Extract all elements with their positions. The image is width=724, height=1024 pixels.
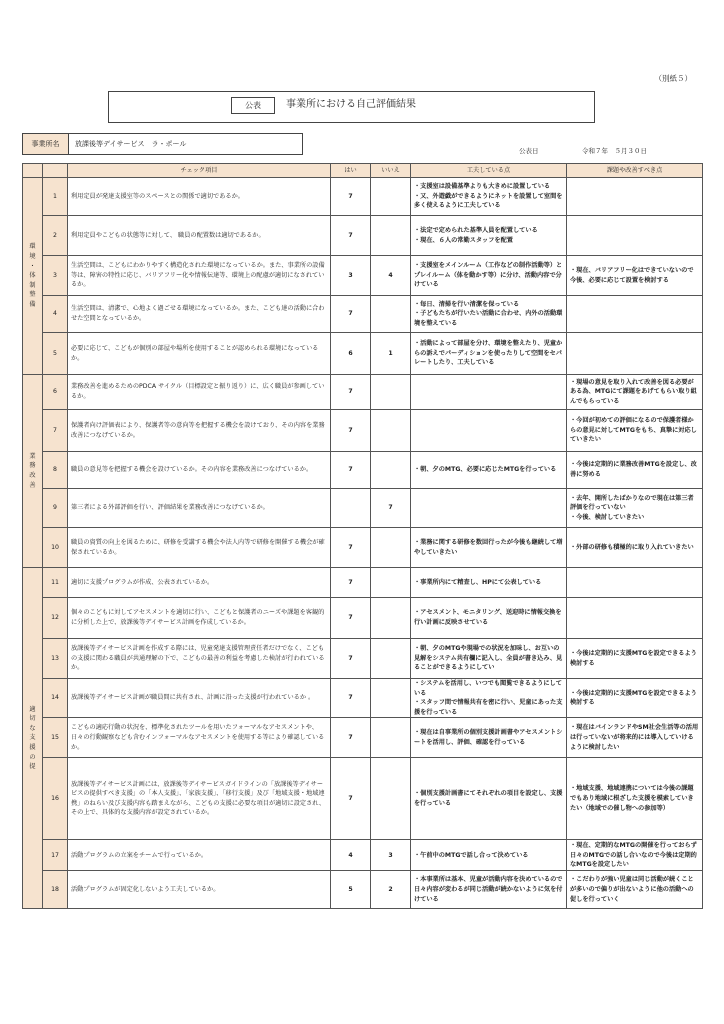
table-row xyxy=(23,178,703,216)
row-number: 8 xyxy=(43,452,68,489)
issue-cell: ・今後は定期的に業務改善MTGを設定し、改善に努める xyxy=(567,452,703,489)
no-count xyxy=(371,216,411,256)
no-count xyxy=(371,718,411,758)
title-box xyxy=(108,91,595,123)
issue-cell: ・こだわりが強い児童は同じ活動が続くことが多いので偏りが出ないように他の活動への促しを行っていく xyxy=(567,871,703,909)
header-issue: 課題や改善すべき点 xyxy=(567,164,703,178)
effort-cell xyxy=(411,410,567,452)
table-row xyxy=(23,568,703,598)
yes-count: 7 xyxy=(331,598,371,639)
no-count: 2 xyxy=(371,871,411,909)
yes-count: 7 xyxy=(331,758,371,840)
header-check: チェック項目 xyxy=(68,164,331,178)
check-item: 職員の意見等を把握する機会を設けているか。その内容を業務改善につなげているか。 xyxy=(68,452,331,489)
issue-cell xyxy=(567,568,703,598)
effort-cell xyxy=(411,375,567,410)
issue-cell: ・今後は定期的に支援MTGを設定できるよう検討する xyxy=(567,679,703,718)
no-count: 4 xyxy=(371,256,411,296)
yes-count xyxy=(331,489,371,528)
table-row xyxy=(23,871,703,909)
category-char: 適 xyxy=(29,705,36,713)
yes-count: 5 xyxy=(331,871,371,909)
check-item: 利用定員が発達支援室等のスペースとの関係で適切であるか。 xyxy=(68,178,331,216)
table-row xyxy=(23,758,703,840)
table-row xyxy=(23,679,703,718)
check-item: 保護者向け評価表により、保護者等の意向等を把握する機会を設けており、その内容を業務改善につなげているか。 xyxy=(68,410,331,452)
yes-count: 7 xyxy=(331,679,371,718)
table-row xyxy=(23,256,703,296)
issue-cell: ・今後は定期的に支援MTGを設定できるよう検討する xyxy=(567,639,703,679)
yes-count: 3 xyxy=(331,256,371,296)
yes-count: 7 xyxy=(331,216,371,256)
yes-count: 7 xyxy=(331,296,371,333)
business-label: 事業所名 xyxy=(23,134,69,154)
row-number: 18 xyxy=(43,871,68,909)
effort-cell: ・活動によって部屋を分け、環境を整えたり、児童からの訴えでパーディションを使ったりして空間をセパレートしたり、工夫している xyxy=(411,333,567,375)
issue-cell: ・現場の意見を取り入れて改善を図る必要がある為、MTGにて課題をあげてもらい取り組んでもらっている xyxy=(567,375,703,410)
yes-count: 7 xyxy=(331,410,371,452)
check-item: 放課後等デイサービス計画を作成する際には、児童発達支援管理責任者だけでなく、こどもの支援に関わる職員が共通理解の下で、こどもの最善の利益を考慮した検討が行われているか。 xyxy=(68,639,331,679)
issue-cell xyxy=(567,216,703,256)
issue-cell xyxy=(567,296,703,333)
header-blank-1 xyxy=(23,164,43,178)
category-cell xyxy=(23,568,43,909)
yes-count: 7 xyxy=(331,718,371,758)
no-count xyxy=(371,639,411,679)
no-count xyxy=(371,598,411,639)
no-count xyxy=(371,296,411,333)
row-number: 12 xyxy=(43,598,68,639)
category-cell xyxy=(23,375,43,568)
effort-cell: ・朝、夕のMTG、必要に応じたMTGを行っている xyxy=(411,452,567,489)
check-item: 生活空間は、清潔で、心地よく過ごせる環境になっているか。また、こども達の活動に合わせた空間となっているか。 xyxy=(68,296,331,333)
no-count xyxy=(371,410,411,452)
kohyo-label: 公表 xyxy=(231,97,275,114)
row-number: 10 xyxy=(43,528,68,568)
no-count xyxy=(371,178,411,216)
yes-count: 7 xyxy=(331,639,371,679)
issue-cell: ・去年、開所したばかりなので現在は第三者評価を行っていない ・今後、検討していきたい xyxy=(567,489,703,528)
table-row xyxy=(23,216,703,256)
row-number: 1 xyxy=(43,178,68,216)
check-item: 放課後等デイサービス計画には、放課後等デイサービスガイドラインの「放課後等デイサービスの提供すべき支援」の「本人支援」、「家族支援」、「移行支援」及び「地域支援・地域連携」のねらい及び支援内容も踏まえながら、こどもの支援に必要な項目が適切に設定され、その上で、具体的な支援内容が設定されているか。 xyxy=(68,758,331,840)
category-char: 備 xyxy=(29,300,36,308)
no-count: 1 xyxy=(371,333,411,375)
no-count xyxy=(371,528,411,568)
category-char: 体 xyxy=(29,272,36,280)
effort-cell: ・業務に関する研修を数回行ったが今後も継続して増やしていきたい xyxy=(411,528,567,568)
yes-count: 7 xyxy=(331,375,371,410)
issue-cell xyxy=(567,178,703,216)
effort-cell: ・事業所内にて精査し、HPにて公表している xyxy=(411,568,567,598)
no-count xyxy=(371,758,411,840)
check-item: 放課後等デイサービス計画が職員間に共有され、計画に沿った支援が行われているか 。 xyxy=(68,679,331,718)
no-count: 3 xyxy=(371,840,411,871)
effort-cell: ・アセスメント、モニタリング、送迎時に情報交換を行い計画に反映させている xyxy=(411,598,567,639)
category-cell xyxy=(23,178,43,375)
check-item: 活動プログラムが固定化しないよう工夫しているか。 xyxy=(68,871,331,909)
no-count: 7 xyxy=(371,489,411,528)
issue-cell: ・現在、定期的なMTGの開催を行っておらず日々のMTGでの話し合いなので今後は定期的なMTGを設定したい xyxy=(567,840,703,871)
row-number: 6 xyxy=(43,375,68,410)
publish-date: 令和７年 ５月３０日 xyxy=(582,147,647,155)
no-count xyxy=(371,568,411,598)
header-no: いいえ xyxy=(371,164,411,178)
table-row xyxy=(23,333,703,375)
issue-cell: ・外部の研修も積極的に取り入れていきたい xyxy=(567,528,703,568)
category-char: 境 xyxy=(29,253,36,261)
check-item: 個々のこどもに対してアセスメントを適切に行い、こどもと保護者のニーズや課題を客観的に分析した上で、放課後等デイサービス計画を作成しているか。 xyxy=(68,598,331,639)
row-number: 16 xyxy=(43,758,68,840)
effort-cell: ・毎日、清掃を行い清潔を保っている ・子どもたちが行いたい活動に合わせ、内外の活動環境を整えている xyxy=(411,296,567,333)
row-number: 11 xyxy=(43,568,68,598)
table-row xyxy=(23,718,703,758)
table-row xyxy=(23,296,703,333)
yes-count: 4 xyxy=(331,840,371,871)
page-title: 事業所における自己評価結果 xyxy=(286,99,416,110)
category-char: 環 xyxy=(29,243,36,251)
category-char: 務 xyxy=(29,462,36,470)
yes-count: 7 xyxy=(331,178,371,216)
row-number: 9 xyxy=(43,489,68,528)
table-row xyxy=(23,598,703,639)
effort-cell: ・現在は自事業所の個別支援計画書やアセスメントシートを活用し、評価、確認を行っている xyxy=(411,718,567,758)
check-item: 必要に応じて、こどもが個別の部屋や場所を使用することが認められる環境になっているか。 xyxy=(68,333,331,375)
row-number: 2 xyxy=(43,216,68,256)
table-row xyxy=(23,375,703,410)
category-char: 善 xyxy=(29,481,36,489)
yes-count: 6 xyxy=(331,333,371,375)
evaluation-table xyxy=(22,163,703,909)
issue-cell xyxy=(567,333,703,375)
table-row xyxy=(23,840,703,871)
category-char: 援 xyxy=(29,743,36,751)
header-blank-2 xyxy=(43,164,68,178)
category-char: な xyxy=(29,724,36,732)
yes-count: 7 xyxy=(331,568,371,598)
check-item: 業務改善を進めるためのPDCA サイクル（目標設定と振り返り）に、広く職員が参画しているか。 xyxy=(68,375,331,410)
row-number: 14 xyxy=(43,679,68,718)
category-char: 切 xyxy=(29,715,36,723)
no-count xyxy=(371,452,411,489)
yes-count: 7 xyxy=(331,528,371,568)
row-number: 15 xyxy=(43,718,68,758)
check-item: 利用定員やこどもの状態等に対して、 職員の配置数は適切であるか。 xyxy=(68,216,331,256)
category-char: 業 xyxy=(29,452,36,460)
business-box xyxy=(22,133,303,155)
category-char: 整 xyxy=(29,291,36,299)
table-row xyxy=(23,489,703,528)
table-row xyxy=(23,639,703,679)
effort-cell: ・支援室は設備基準よりも大きめに設置している ・又、外遊戯ができるようにネットを設置して室間を多く使えるように工夫している xyxy=(411,178,567,216)
effort-cell: ・法定で定められた基準人員を配置している ・現在、６人の常勤スタッフを配置 xyxy=(411,216,567,256)
issue-cell: ・地域支援、地域連携については今後の課題でもあり地域に根ざした支援を模索していきたい（地域での催し物への参加等） xyxy=(567,758,703,840)
row-number: 13 xyxy=(43,639,68,679)
effort-cell: ・朝、夕のMTGや現場での状況を加味し、お互いの見解をシステム共有欄に記入し、全員が書き込み、見ることができるようにしてい xyxy=(411,639,567,679)
issue-cell xyxy=(567,598,703,639)
table-header-row xyxy=(23,164,703,178)
effort-cell: ・システムを活用し、いつでも閲覧できるようにしている ・スタッフ間で情報共有を密に行い、児童にあった支援を行っている xyxy=(411,679,567,718)
issue-cell: ・現在はバインランドやSM社会生活等の活用は行っていないが将来的には導入していけるように検討したい xyxy=(567,718,703,758)
check-item: 活動プログラムの立案をチームで行っているか。 xyxy=(68,840,331,871)
effort-cell: ・本事業所は基本、児童が活動内容を決めているので日々内容が変わるが同じ活動が続かないように気を付けている xyxy=(411,871,567,909)
effort-cell: ・支援室をメインルーム（工作などの制作活動等）とプレイルーム（体を動かす等）に分け、活動内容で分けている xyxy=(411,256,567,296)
category-char: の xyxy=(29,753,36,761)
publish-label: 公表日 xyxy=(519,147,539,155)
check-item: こどもの適応行動の状況を、標準化されたツールを用いたフォーマルなアセスメントや、日々の行動観察なども含むインフォーマルなアセスメントを使用する等により確認しているか。 xyxy=(68,718,331,758)
category-char: ・ xyxy=(29,262,36,270)
effort-cell: ・午前中のMTGで話し合って決めている xyxy=(411,840,567,871)
row-number: 7 xyxy=(43,410,68,452)
category-char: 改 xyxy=(29,472,36,479)
appendix-label: （別紙５） xyxy=(654,74,692,83)
row-number: 3 xyxy=(43,256,68,296)
row-number: 5 xyxy=(43,333,68,375)
category-char: 制 xyxy=(29,281,36,289)
no-count xyxy=(371,375,411,410)
row-number: 17 xyxy=(43,840,68,871)
category-char: 支 xyxy=(29,734,36,742)
no-count xyxy=(371,679,411,718)
table-row xyxy=(23,528,703,568)
table-row xyxy=(23,452,703,489)
row-number: 4 xyxy=(43,296,68,333)
check-item: 職員の資質の向上を図るために、研修を受講する機会や法人内等で研修を開催する機会が確保されているか。 xyxy=(68,528,331,568)
yes-count: 7 xyxy=(331,452,371,489)
check-item: 第三者による外部評価を行い、評価結果を業務改善につなげているか。 xyxy=(68,489,331,528)
header-yes: はい xyxy=(331,164,371,178)
check-item: 適切に支援プログラムが作成、公表されているか。 xyxy=(68,568,331,598)
category-char: 提 xyxy=(29,763,36,771)
effort-cell: ・個別支援計画書にてそれぞれの項目を設定し、支援を行っている xyxy=(411,758,567,840)
header-effort: 工夫している点 xyxy=(411,164,567,178)
issue-cell: ・現在、バリアフリー化はできていないので今後、必要に応じて設置を検討する xyxy=(567,256,703,296)
effort-cell xyxy=(411,489,567,528)
business-name: 放課後等デイサービス ラ・ポール xyxy=(75,140,187,148)
table-row xyxy=(23,410,703,452)
check-item: 生活空間は、こどもにわかりやすく構造化された環境になっているか。また、事業所の設備等は、障害の特性に応じ、バリアフリー化や情報伝達等、環境上の配慮が適切になされているか。 xyxy=(68,256,331,296)
issue-cell: ・今回が初めての評価になるので保護者様からの意見に対してMTGをもち、真摯に対応していきたい xyxy=(567,410,703,452)
